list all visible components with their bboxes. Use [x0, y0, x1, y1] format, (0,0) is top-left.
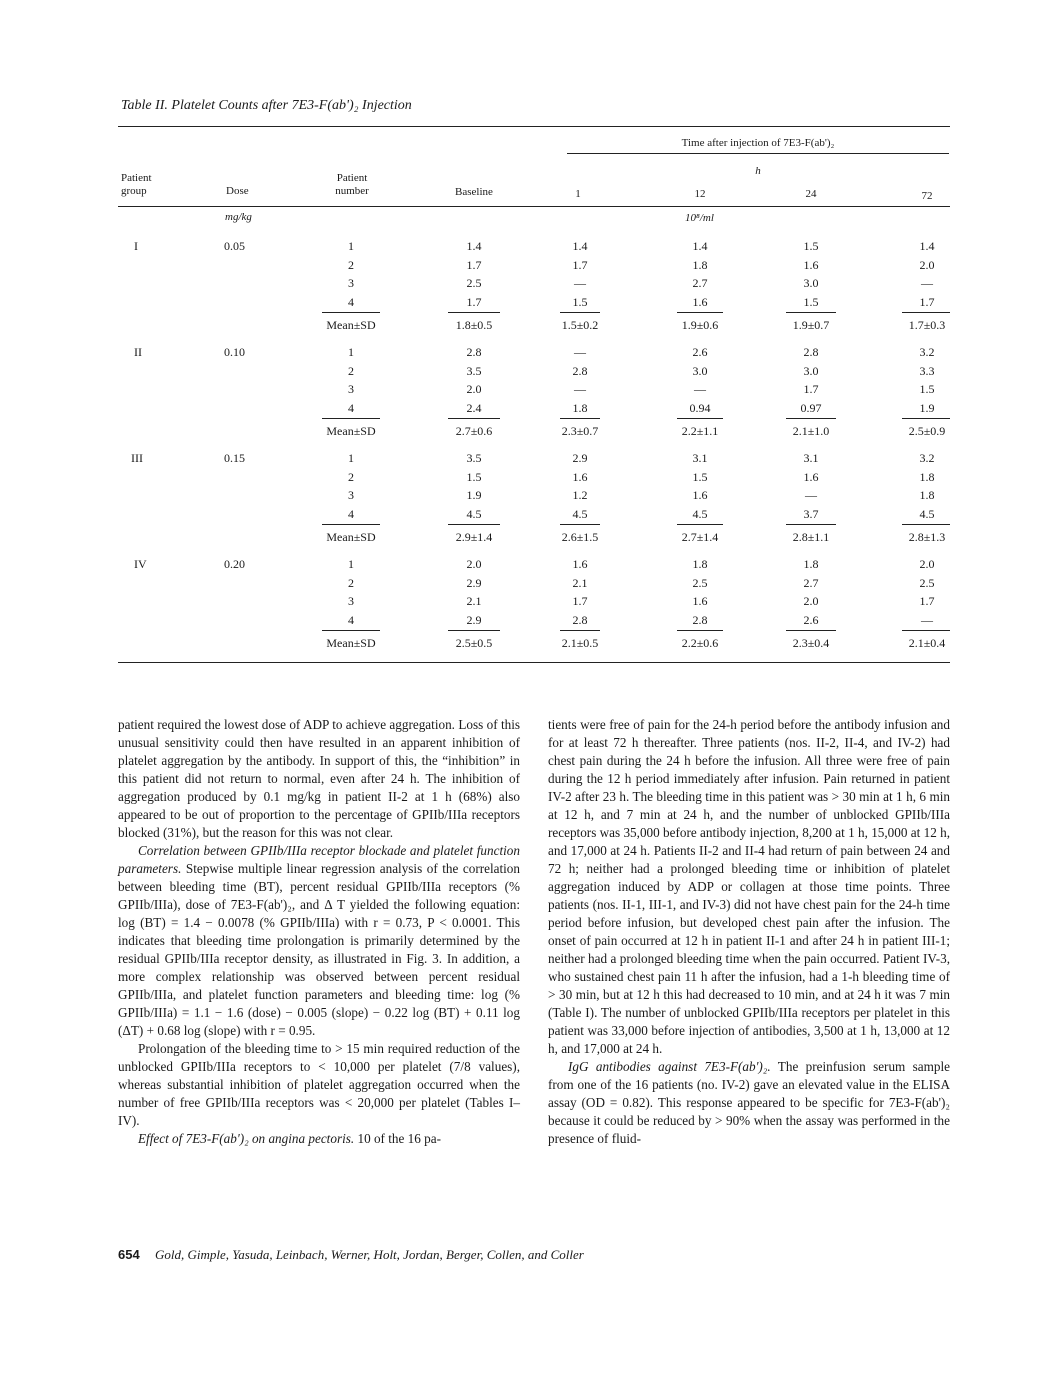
- mean-sd-cell: 2.1±0.4: [908, 636, 946, 650]
- paragraph-text: The preinfusion serum sample from one of the 16 patients (no. IV-2) gave an elevated value in the ELISA assay (OD = 0.82). This response appeared to be specific for 7E3-F(ab')₂ because it could be reduced by > 90% when the assay was performed in the presence of fluid-: [548, 1059, 950, 1146]
- patient-number-cell: 1: [348, 239, 354, 253]
- table-cell: 3.5: [466, 363, 482, 378]
- mean-sd-cell: 2.8±1.3: [908, 530, 946, 544]
- table-cell: 4.5: [572, 506, 588, 521]
- footer-authors: Gold, Gimple, Yasuda, Leinbach, Werner, Holt, Jordan, Berger, Collen, and Coller: [154, 1247, 584, 1262]
- body-column-left: [118, 716, 520, 1148]
- header-patient-group: [121, 172, 181, 198]
- patient-number-cell: 2: [348, 257, 354, 272]
- header-time-12: 12: [694, 188, 706, 200]
- mean-sd-cell: 1.7±0.3: [908, 318, 946, 332]
- header-patient-group-line1: Patient: [121, 172, 152, 184]
- table-cell: 1.5: [572, 294, 588, 309]
- sum-underline: [322, 312, 380, 313]
- mean-sd-cell: 1.9±0.7: [792, 318, 830, 332]
- table-cell: 1.8: [803, 557, 819, 571]
- table-cell: 2.7: [692, 276, 708, 290]
- table-cell: 0.97: [800, 400, 822, 415]
- mean-sd-label: Mean±SD: [326, 424, 376, 438]
- table-cell: 4.5: [466, 506, 482, 521]
- table-cell: 1.7: [466, 257, 482, 272]
- table-cell: —: [805, 488, 817, 502]
- table-cell: 1.4: [692, 239, 708, 253]
- mean-sd-cell: 2.9±1.4: [455, 530, 493, 544]
- table-cell: 2.1: [572, 575, 588, 590]
- patient-number-cell: 3: [348, 276, 354, 290]
- mean-sd-label: Mean±SD: [326, 636, 376, 650]
- mean-sd-cell: 2.5±0.5: [455, 636, 493, 650]
- header-time-1: 1: [575, 188, 581, 200]
- paragraph-heading: Correlation between GPIIb/IIIa receptor blockade and platelet function parameters.: [118, 843, 520, 876]
- group-label: II: [134, 345, 142, 359]
- table-cell: 1.4: [572, 239, 588, 253]
- mean-sd-cell: 2.2±0.6: [681, 636, 719, 650]
- header-time-72: 72: [921, 190, 933, 202]
- body-paragraph: [118, 1040, 520, 1130]
- page-number: 654: [118, 1247, 140, 1262]
- table-cell: 2.8: [466, 345, 482, 359]
- table-cell: 1.4: [919, 239, 935, 253]
- table-cell: 3.2: [919, 451, 935, 465]
- table-cell: 3.7: [803, 506, 819, 521]
- table-cell: 2.8: [692, 612, 708, 627]
- table-cell: 1.6: [692, 488, 708, 502]
- group-dose: 0.05: [224, 239, 245, 253]
- paragraph-heading: IgG antibodies against 7E3-F(ab')₂.: [568, 1059, 771, 1074]
- table-cell: 2.4: [466, 400, 482, 415]
- mean-sd-cell: 1.9±0.6: [681, 318, 719, 332]
- table-cell: 1.2: [572, 488, 588, 502]
- body-paragraph: [118, 1130, 520, 1148]
- sum-underline: [786, 630, 836, 631]
- body-paragraph: [548, 1058, 950, 1148]
- table-cell: 2.7: [803, 575, 819, 590]
- header-dose: Dose: [226, 185, 249, 197]
- header-baseline: Baseline: [455, 186, 493, 198]
- sum-underline: [677, 630, 723, 631]
- sum-underline: [786, 418, 836, 419]
- sum-underline: [448, 312, 500, 313]
- table-cell: —: [921, 276, 933, 290]
- mean-sd-cell: 2.6±1.5: [561, 530, 599, 544]
- table-cell: 2.0: [466, 557, 482, 571]
- table-cell: —: [921, 612, 933, 627]
- table-cell: 3.1: [803, 451, 819, 465]
- table-cell: 2.8: [803, 345, 819, 359]
- page-footer: [118, 1247, 584, 1263]
- table-cell: 1.5: [803, 294, 819, 309]
- sum-underline: [902, 418, 950, 419]
- mean-sd-cell: 2.1±1.0: [792, 424, 830, 438]
- table-cell: —: [574, 382, 586, 396]
- table-header-rule: [118, 206, 950, 207]
- header-time-24: 24: [805, 188, 817, 200]
- table-cell: 1.7: [919, 294, 935, 309]
- patient-number-cell: 2: [348, 575, 354, 590]
- table-cell: 1.7: [803, 382, 819, 396]
- sum-underline: [560, 312, 600, 313]
- table-cell: 2.9: [466, 612, 482, 627]
- body-paragraph: [118, 716, 520, 842]
- table-cell: 1.4: [466, 239, 482, 253]
- header-patient-number: [320, 172, 384, 198]
- sum-underline: [322, 418, 380, 419]
- sum-underline: [560, 418, 600, 419]
- group-dose: 0.15: [224, 451, 245, 465]
- patient-number-cell: 4: [348, 612, 354, 627]
- sum-underline: [322, 524, 380, 525]
- table-cell: 2.6: [803, 612, 819, 627]
- table-cell: 1.6: [803, 469, 819, 484]
- paragraph-text: 10 of the 16 pa-: [354, 1131, 441, 1146]
- table-cell: —: [574, 345, 586, 359]
- table-caption: Table II. Platelet Counts after 7E3-F(ab')₂ Injection: [121, 98, 412, 113]
- patient-number-cell: 4: [348, 400, 354, 415]
- table-cell: 1.8: [919, 469, 935, 484]
- table-cell: 2.5: [692, 575, 708, 590]
- paragraph-text: Stepwise multiple linear regression analysis of the correlation between bleeding time (BT), percent residual GPIIb/IIIa receptors (% GPIIb/IIIa), dose of 7E3-F(ab')₂, and Δ T yielded the following equation: log (BT) = 1.4 − 0.0078 (% GPIIb/IIIa) with r = 0.73, P < 0.0001. This indicates that bleeding time prolongation is primarily determined by the residual GPIIb/IIIa receptor density, as illustrated in Fig. 3. In addition, a more complex relationship was observed between percent residual GPIIb/IIIa, and platelet function parameters and bleeding time: log (% GPIIb/IIIa) = 1.1 − 1.6 (dose) − 0.005 (slope) − 0.22 log (BT) + 0.11 log (ΔT) + 0.68 log (slope) with r = 0.95.: [118, 861, 520, 1038]
- patient-number-cell: 1: [348, 557, 354, 571]
- mean-sd-cell: 2.1±0.5: [561, 636, 599, 650]
- patient-number-cell: 1: [348, 451, 354, 465]
- table-cell: 1.6: [803, 257, 819, 272]
- body-paragraph: [548, 716, 950, 1058]
- sum-underline: [322, 630, 380, 631]
- mean-sd-label: Mean±SD: [326, 530, 376, 544]
- table-cell: 1.5: [919, 382, 935, 396]
- table-cell: 1.6: [572, 469, 588, 484]
- table-cell: 2.9: [572, 451, 588, 465]
- table-cell: 0.94: [689, 400, 711, 415]
- mean-sd-cell: 2.5±0.9: [908, 424, 946, 438]
- table-cell: 3.0: [803, 363, 819, 378]
- sum-underline: [902, 630, 950, 631]
- table-cell: 3.5: [466, 451, 482, 465]
- table-cell: 1.7: [466, 294, 482, 309]
- mean-sd-cell: 1.5±0.2: [561, 318, 599, 332]
- paragraph-text: patient required the lowest dose of ADP to achieve aggregation. Loss of this unusual sensitivity could then have resulted in an apparent inhibition of platelet aggregation by the antibody. In support of this, the “inhibition” in this patient did not return to normal, even after 24 h. The inhibition of aggregation produced by 0.1 mg/kg in patient II-2 at 1 h (68%) also appeared to be out of proportion to the percentage of GPIIb/IIIa receptors blocked (31%), but the reason for this was not clear.: [118, 717, 520, 840]
- header-patient-group-line2: group: [121, 185, 147, 197]
- table-cell: 4.5: [919, 506, 935, 521]
- paragraph-text: tients were free of pain for the 24-h period before the antibody infusion and for at least 72 h thereafter. Three patients (nos. II-2, II-4, and IV-2) had chest pain during the 24 h before the infusion. All three were free of pain during the 12 h period immediately after infusion. Pain returned in patient IV-2 after 23 h. The bleeding time in this patient was > 30 min at 1 h, 6 min at 12 h, and 7 min at 24 h, and the number of unblocked GPIIb/IIIa receptors was 35,000 before antibody injection, 8,200 at 1 h, 15,000 at 12 h, and 17,000 at 24 h. Patients II-2 and II-4 had return of pain between 24 and 72 h; neither had a prolonged bleeding time or inhibition of platelet aggregation induced by ADP or collagen at those time points. Three patients (nos. II-1, III-1, and IV-3) did not have chest pain for the 24-h time period before infusion, but developed chest pain after the infusion. The onset of pain occurred at 12 h in patient II-1 and after 24 h in patient III-1; neither had a prolonged bleeding time when the pain occurred. Patient IV-3, who sustained chest pain 11 h after the infusion, had a 1-h bleeding time of > 30 min, but at 12 h this had decreased to 10 min, and at 24 h it was 7 min (Table I). The number of unblocked GPIIb/IIIa receptors per platelet in this patient was 33,000 before injection of antibodies, 3,500 at 1 h, 13,000 at 12 h, and 17,000 at 24 h.: [548, 717, 950, 1056]
- group-label: III: [131, 451, 143, 465]
- group-dose: 0.10: [224, 345, 245, 359]
- sum-underline: [786, 524, 836, 525]
- patient-number-cell: 3: [348, 382, 354, 396]
- table-cell: 1.6: [572, 557, 588, 571]
- patient-number-cell: 2: [348, 363, 354, 378]
- unit-count: 10⁸/ml: [685, 212, 714, 224]
- header-time-unit: h: [755, 165, 761, 177]
- sum-underline: [902, 312, 950, 313]
- sum-underline: [448, 630, 500, 631]
- table-cell: 2.8: [572, 363, 588, 378]
- patient-number-cell: 1: [348, 345, 354, 359]
- sum-underline: [786, 312, 836, 313]
- paragraph-heading: Effect of 7E3-F(ab')₂ on angina pectoris.: [138, 1131, 355, 1146]
- header-time-subrule: [567, 153, 949, 154]
- table-cell: 1.7: [919, 594, 935, 608]
- table-cell: —: [574, 276, 586, 290]
- header-patient-number-line2: number: [335, 185, 369, 197]
- table-cell: 1.5: [803, 239, 819, 253]
- table-cell: 1.8: [919, 488, 935, 502]
- mean-sd-cell: 2.7±0.6: [455, 424, 493, 438]
- sum-underline: [448, 418, 500, 419]
- table-bottom-rule: [118, 662, 950, 663]
- mean-sd-cell: 2.3±0.7: [561, 424, 599, 438]
- table-top-rule: [118, 126, 950, 127]
- table-cell: 2.5: [466, 276, 482, 290]
- mean-sd-cell: 2.3±0.4: [792, 636, 830, 650]
- table-cell: —: [694, 382, 706, 396]
- sum-underline: [677, 312, 723, 313]
- mean-sd-cell: 2.8±1.1: [792, 530, 830, 544]
- group-dose: 0.20: [224, 557, 245, 571]
- paragraph-text: Prolongation of the bleeding time to > 15 min required reduction of the unblocked GPIIb/IIIa receptors to < 10,000 per platelet (7/8 values), whereas substantial inhibition of platelet aggregation occurred when the number of free GPIIb/IIIa receptors was < 20,000 per platelet (Tables I–IV).: [118, 1041, 520, 1128]
- table-cell: 2.0: [803, 594, 819, 608]
- mean-sd-cell: 2.2±1.1: [681, 424, 719, 438]
- table-cell: 1.7: [572, 257, 588, 272]
- table-cell: 2.9: [466, 575, 482, 590]
- table-cell: 2.8: [572, 612, 588, 627]
- table-cell: 1.5: [692, 469, 708, 484]
- table-cell: 1.8: [692, 557, 708, 571]
- mean-sd-cell: 1.8±0.5: [455, 318, 493, 332]
- mean-sd-label: Mean±SD: [326, 318, 376, 332]
- table-cell: 2.0: [466, 382, 482, 396]
- table-cell: 1.8: [572, 400, 588, 415]
- sum-underline: [560, 524, 600, 525]
- patient-number-cell: 4: [348, 294, 354, 309]
- header-patient-number-line1: Patient: [336, 172, 368, 184]
- table-cell: 3.1: [692, 451, 708, 465]
- patient-number-cell: 3: [348, 594, 354, 608]
- table-cell: 3.0: [803, 276, 819, 290]
- patient-number-cell: 2: [348, 469, 354, 484]
- mean-sd-cell: 2.7±1.4: [681, 530, 719, 544]
- table-cell: 3.3: [919, 363, 935, 378]
- patient-number-cell: 3: [348, 488, 354, 502]
- table-cell: 1.9: [919, 400, 935, 415]
- body-column-right: [548, 716, 950, 1148]
- group-label: IV: [134, 557, 147, 571]
- table-cell: 1.6: [692, 594, 708, 608]
- sum-underline: [448, 524, 500, 525]
- group-label: I: [134, 239, 138, 253]
- table-cell: 3.0: [692, 363, 708, 378]
- patient-number-cell: 4: [348, 506, 354, 521]
- table-cell: 1.7: [572, 594, 588, 608]
- table-cell: 1.6: [692, 294, 708, 309]
- table-cell: 2.6: [692, 345, 708, 359]
- table-cell: 2.0: [919, 257, 935, 272]
- table-cell: 1.5: [466, 469, 482, 484]
- header-time-span: Time after injection of 7E3-F(ab')₂: [681, 137, 835, 149]
- sum-underline: [560, 630, 600, 631]
- sum-underline: [902, 524, 950, 525]
- sum-underline: [677, 418, 723, 419]
- table-cell: 2.5: [919, 575, 935, 590]
- body-paragraph: [118, 842, 520, 1040]
- table-cell: 1.9: [466, 488, 482, 502]
- sum-underline: [677, 524, 723, 525]
- table-cell: 2.1: [466, 594, 482, 608]
- table-cell: 4.5: [692, 506, 708, 521]
- table-cell: 1.8: [692, 257, 708, 272]
- table-cell: 3.2: [919, 345, 935, 359]
- table-cell: 2.0: [919, 557, 935, 571]
- unit-dose: mg/kg: [225, 211, 252, 223]
